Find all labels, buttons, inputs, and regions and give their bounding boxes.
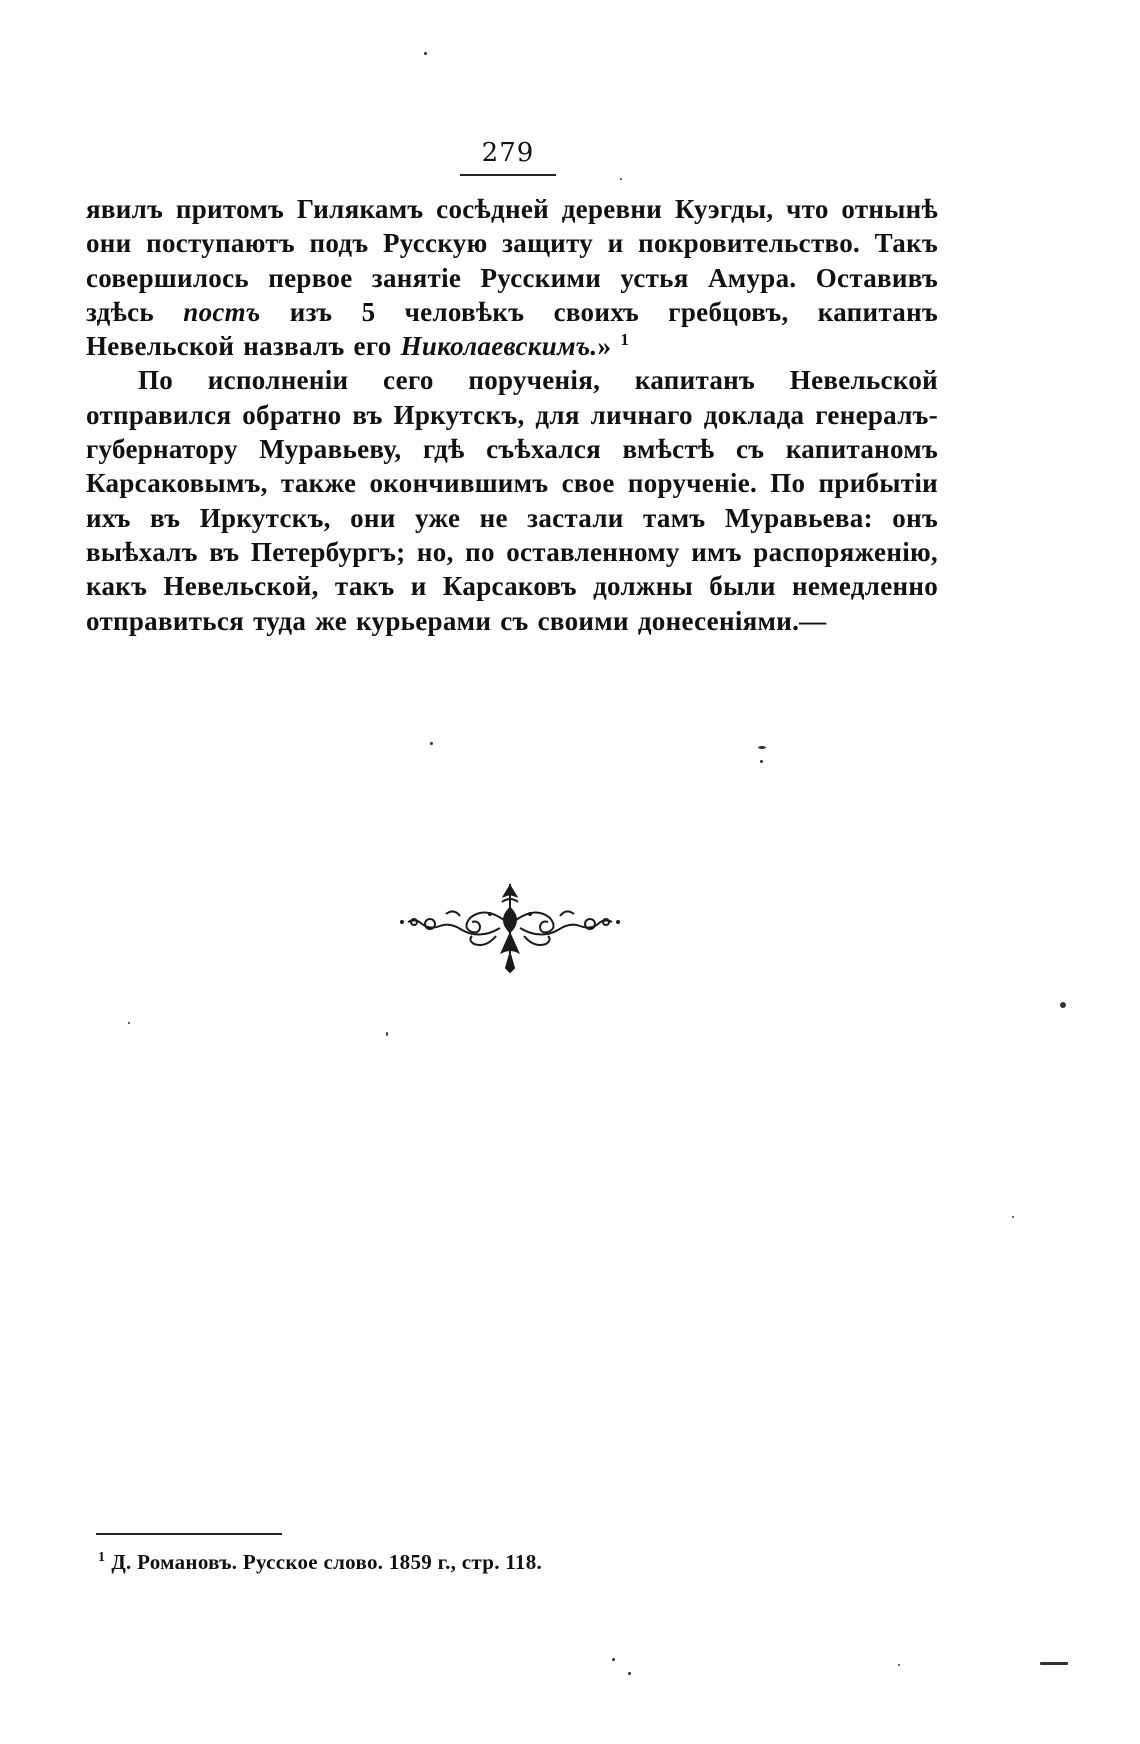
page-number: 279 (481, 138, 535, 168)
scan-speck (628, 1672, 631, 1675)
paragraph-1-text-b: изъ 5 человѣкъ своихъ гребцовъ, капитанъ Невельской назвалъ его (86, 296, 938, 362)
paragraph-1-italic-post: постъ (183, 296, 261, 327)
body-text (86, 192, 938, 638)
scan-speck (386, 1032, 388, 1036)
paragraph-1 (86, 192, 938, 363)
page-number-underline (460, 174, 556, 176)
footnote-rule (96, 1533, 282, 1535)
paragraph-1-text-a: явилъ притомъ Гилякамъ сосѣдней деревни Куэгды, что отнынѣ они поступаютъ подъ Русскую защиту и покровительство. Такъ совершилось первое занятіе Русскими устья Амура. Оставивъ здѣсь (86, 194, 938, 327)
footnote-number: 1 (98, 1550, 106, 1565)
scan-speck (898, 1664, 900, 1666)
scan-speck (758, 746, 766, 749)
footnote-reference: 1 (620, 330, 630, 350)
scan-speck (128, 1022, 130, 1024)
closing-quote: » (597, 331, 612, 362)
scan-speck (1012, 1216, 1014, 1218)
paragraph-1-italic-name: Николаевскимъ. (400, 331, 598, 362)
scan-speck (760, 760, 763, 763)
scan-speck (430, 742, 433, 745)
scan-speck (1060, 1002, 1066, 1008)
scan-speck (612, 1658, 615, 1661)
scan-speck (424, 52, 427, 55)
footnote-text: Д. Романовъ. Русское слово. 1859 г., стр. 118. (111, 1550, 543, 1574)
floral-ornament-icon (400, 878, 620, 978)
scan-speck (620, 178, 622, 180)
scan-speck (1040, 1662, 1068, 1665)
footnote (98, 1550, 542, 1575)
paragraph-2: По исполненіи сего порученія, капитанъ Невельской отправился обратно въ Иркутскъ, для личнаго доклада генералъ-губернатору Муравьеву, гдѣ съѣхался вмѣстѣ съ капитаномъ Карсаковымъ, также окончившимъ свое порученіе. По прибытіи ихъ въ Иркутскъ, они уже не застали тамъ Муравьева: онъ выѣхалъ въ Петербургъ; но, по оставленному имъ распоряженію, какъ Невельской, такъ и Карсаковъ должны были немедленно отправиться туда же курьерами съ своими донесеніями.— (86, 365, 938, 636)
